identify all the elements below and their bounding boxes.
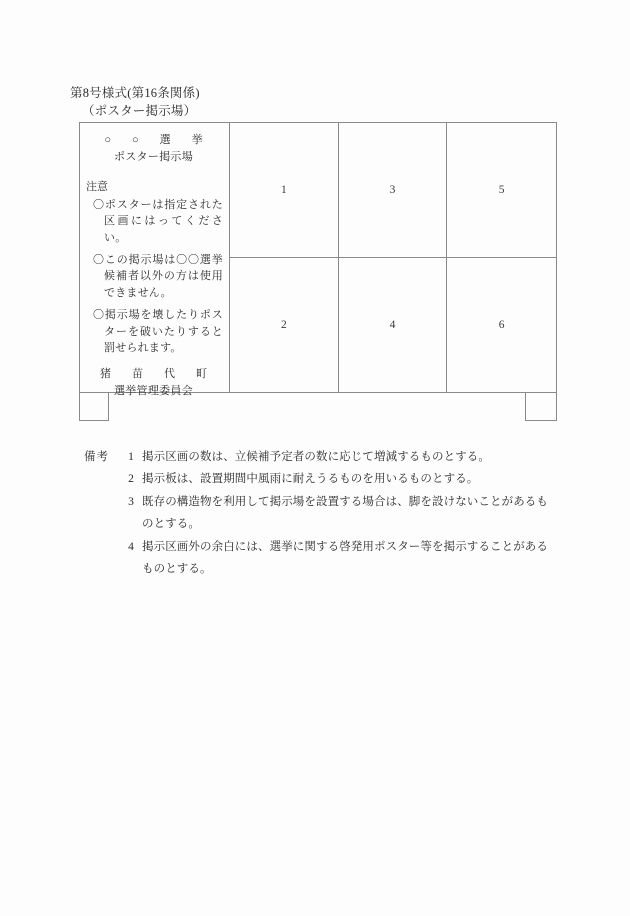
remarks-item bbox=[84, 446, 564, 468]
remarks-text: 掲示板は、設置期間中風雨に耐えうるものを用いるものとする。 bbox=[142, 473, 479, 486]
remarks-continuation: のとする。 bbox=[142, 518, 200, 531]
remarks-item bbox=[84, 536, 564, 558]
poster-section-cell: 3 bbox=[339, 123, 448, 258]
remarks-text: 掲示区画の数は、立候補予定者の数に応じて増減するものとする。 bbox=[142, 451, 490, 463]
remarks-number: 3 bbox=[128, 495, 134, 508]
document-header bbox=[70, 84, 570, 120]
notice-item: 〇掲示場を壊したりポスターを破いたりすると罰せられます。 bbox=[93, 308, 223, 355]
poster-section-cell: 1 bbox=[230, 123, 339, 258]
notice-list bbox=[84, 197, 223, 357]
signboard-legs bbox=[79, 393, 557, 421]
remarks-number: 2 bbox=[128, 473, 134, 486]
poster-section-cell: 4 bbox=[339, 258, 448, 393]
board-title-line2: ポスター掲示場 bbox=[113, 151, 194, 164]
signboard-leg-right bbox=[525, 393, 557, 421]
remarks-item bbox=[84, 491, 564, 513]
committee-line2: 選挙管理委員会 bbox=[113, 385, 194, 398]
notice-heading: 注意 bbox=[86, 181, 108, 194]
notice-panel bbox=[80, 123, 230, 398]
remarks-continuation: ものとする。 bbox=[142, 563, 212, 576]
remarks-label: 備考 bbox=[84, 451, 109, 463]
board-title-line1: ○ ○ 選 挙 bbox=[104, 134, 208, 146]
signboard-leg-left bbox=[79, 393, 109, 421]
remarks-section bbox=[84, 446, 564, 581]
notice-item: 〇ポスターは指定された区画にはってください。 bbox=[93, 198, 223, 245]
notice-item: 〇この掲示場は〇〇選挙候補者以外の方は使用できません。 bbox=[93, 253, 223, 300]
board-title bbox=[84, 132, 223, 166]
remarks-text: 既存の構造物を利用して掲示場を設置する場合は、脚を設けないことがあるも bbox=[142, 495, 548, 508]
form-number: 第8号様式(第16条関係) bbox=[70, 86, 200, 100]
poster-section-cell: 6 bbox=[498, 318, 505, 331]
remarks-number: 4 bbox=[128, 540, 134, 553]
remarks-item bbox=[84, 468, 564, 490]
poster-section-grid bbox=[230, 123, 556, 392]
remarks-number: 1 bbox=[128, 451, 134, 463]
poster-signboard-diagram bbox=[79, 122, 557, 398]
remarks-text: 掲示区画外の余白には、選挙に関する啓発用ポスター等を掲示することがある bbox=[142, 540, 548, 553]
poster-section-cell: 2 bbox=[230, 258, 339, 393]
form-subtitle: （ポスター掲示場） bbox=[82, 104, 197, 119]
committee-line1: 猪 苗 代 町 bbox=[100, 368, 212, 381]
poster-section-cell: 5 bbox=[447, 123, 556, 258]
